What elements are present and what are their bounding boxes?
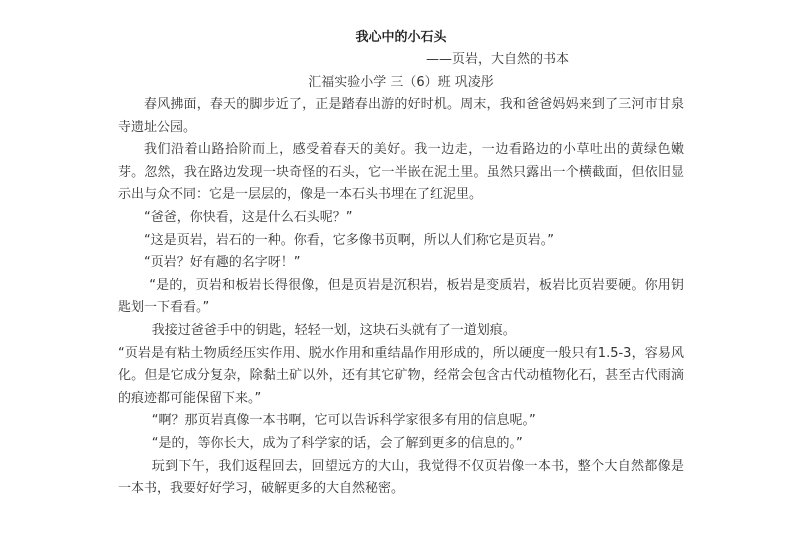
paragraph: 玩到下午，我们返程回去，回望远方的大山，我觉得不仅页岩像一本书，整个大自然都像是一本书，我要好好学习，破解更多的大自然秘密。 — [118, 458, 684, 497]
paragraph: 春风拂面，春天的脚步近了，正是踏春出游的好时机。周末，我和爸爸妈妈来到了三河市甘泉寺遗址公园。 — [118, 97, 684, 135]
paragraph: 我们沿着山路拾阶而上，感受着春天的美好。我一边走，一边看路边的小草吐出的黄绿色嫩芽。忽然，我在路边发现一块奇怪的石头，它一半嵌在泥土里。虽然只露出一个横截面，但依旧显示出与众不同：它是一层层的，像是一本石头书埋在了红泥里。 — [118, 142, 684, 203]
paragraph: “是的，页岩和板岩长得很像，但是页岩是沉积岩，板岩是变质岩，板岩比页岩要硬。你用钥匙划一下看看。” — [118, 277, 684, 316]
paragraph: “是的，等你长大，成为了科学家的话，会了解到更多的信息的。” — [151, 435, 523, 451]
article-author: 汇福实验小学 三（6）班 巩凌彤 — [308, 75, 494, 90]
paragraph: “页岩是有粘土物质经压实作用、脱水作用和重结晶作用形成的，所以硬度一般只有1.5-3，容易风化。但是它成分复杂，除黏土矿以外，还有其它矿物，经常会包含古代动植物化石，甚至古代雨滴的痕迹都可能保留下来。” — [118, 345, 684, 406]
paragraph: 我接过爸爸手中的钥匙，轻轻一划，这块石头就有了一道划痕。 — [151, 322, 516, 338]
paragraph: “页岩？好有趣的名字呀！” — [144, 255, 301, 271]
paragraph: “啊？那页岩真像一本书啊，它可以告诉科学家很多有用的信息呢。” — [151, 413, 536, 429]
paragraph: “这是页岩，岩石的一种。你看，它多像书页啊，所以人们称它是页岩。” — [144, 232, 554, 248]
article-title: 我心中的小石头 — [355, 30, 447, 45]
article-subtitle: ——页岩，大自然的书本 — [426, 52, 570, 67]
paragraph: “爸爸，你快看，这是什么石头呢？” — [144, 209, 353, 225]
article — [118, 26, 684, 501]
